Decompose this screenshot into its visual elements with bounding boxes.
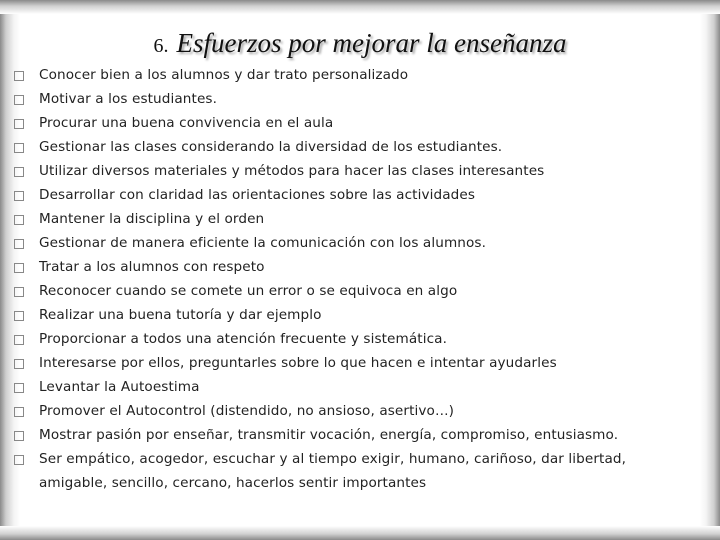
empty-square-icon xyxy=(14,71,24,81)
empty-square-icon xyxy=(14,407,24,417)
list-item xyxy=(14,447,694,495)
frame-top xyxy=(0,0,720,14)
empty-square-icon xyxy=(14,167,24,177)
list-item-label: Motivar a los estudiantes. xyxy=(39,91,218,107)
empty-square-icon xyxy=(14,215,24,225)
empty-square-icon xyxy=(14,455,24,465)
slide-title xyxy=(0,28,720,59)
list-item-label: Proporcionar a todos una atención frecuente y sistemática. xyxy=(39,331,448,347)
empty-square-icon xyxy=(14,359,24,369)
list-item-label: Conocer bien a los alumnos y dar trato personalizado xyxy=(39,67,409,83)
empty-square-icon xyxy=(14,263,24,273)
list-item xyxy=(14,159,694,183)
list-item-label: Procurar una buena convivencia en el aula xyxy=(39,115,334,131)
empty-square-icon xyxy=(14,287,24,297)
list-item-label: Promover el Autocontrol (distendido, no ansioso, asertivo…) xyxy=(39,403,455,419)
bullet-list xyxy=(14,63,694,495)
list-item xyxy=(14,327,694,351)
empty-square-icon xyxy=(14,119,24,129)
list-item xyxy=(14,351,694,375)
empty-square-icon xyxy=(14,191,24,201)
title-text: Esfuerzos por mejorar la enseñanza xyxy=(176,28,567,58)
list-item xyxy=(14,399,694,423)
list-item xyxy=(14,87,694,111)
title-number: 6. xyxy=(153,35,169,57)
empty-square-icon xyxy=(14,383,24,393)
list-item xyxy=(14,255,694,279)
list-item-label: Mostrar pasión por enseñar, transmitir vocación, energía, compromiso, entusiasmo. xyxy=(39,427,619,443)
empty-square-icon xyxy=(14,143,24,153)
list-item-label: Realizar una buena tutoría y dar ejemplo xyxy=(39,307,322,323)
list-item xyxy=(14,183,694,207)
list-item xyxy=(14,63,694,87)
list-item-label: Gestionar las clases considerando la diversidad de los estudiantes. xyxy=(39,139,503,155)
list-item-label: Mantener la disciplina y el orden xyxy=(39,211,265,227)
empty-square-icon xyxy=(14,311,24,321)
empty-square-icon xyxy=(14,335,24,345)
list-item xyxy=(14,135,694,159)
frame-bottom xyxy=(0,526,720,540)
empty-square-icon xyxy=(14,239,24,249)
empty-square-icon xyxy=(14,95,24,105)
list-item-label: Reconocer cuando se comete un error o se equivoca en algo xyxy=(39,283,458,299)
empty-square-icon xyxy=(14,431,24,441)
list-item xyxy=(14,207,694,231)
list-item-label: Utilizar diversos materiales y métodos para hacer las clases interesantes xyxy=(39,163,545,179)
list-item-label: Gestionar de manera eficiente la comunicación con los alumnos. xyxy=(39,235,487,251)
list-item-label: Ser empático, acogedor, escuchar y al tiempo exigir, humano, cariñoso, dar libertad, amigable, sencillo, cercano, hacerlos sentir importantes xyxy=(39,451,627,491)
list-item xyxy=(14,279,694,303)
list-item-label: Levantar la Autoestima xyxy=(39,379,200,395)
list-item xyxy=(14,423,694,447)
list-item-label: Tratar a los alumnos con respeto xyxy=(39,259,265,275)
list-item xyxy=(14,111,694,135)
list-item xyxy=(14,375,694,399)
list-item-label: Interesarse por ellos, preguntarles sobre lo que hacen e intentar ayudarles xyxy=(39,355,557,371)
list-item xyxy=(14,231,694,255)
list-item-label: Desarrollar con claridad las orientaciones sobre las actividades xyxy=(39,187,476,203)
list-item xyxy=(14,303,694,327)
